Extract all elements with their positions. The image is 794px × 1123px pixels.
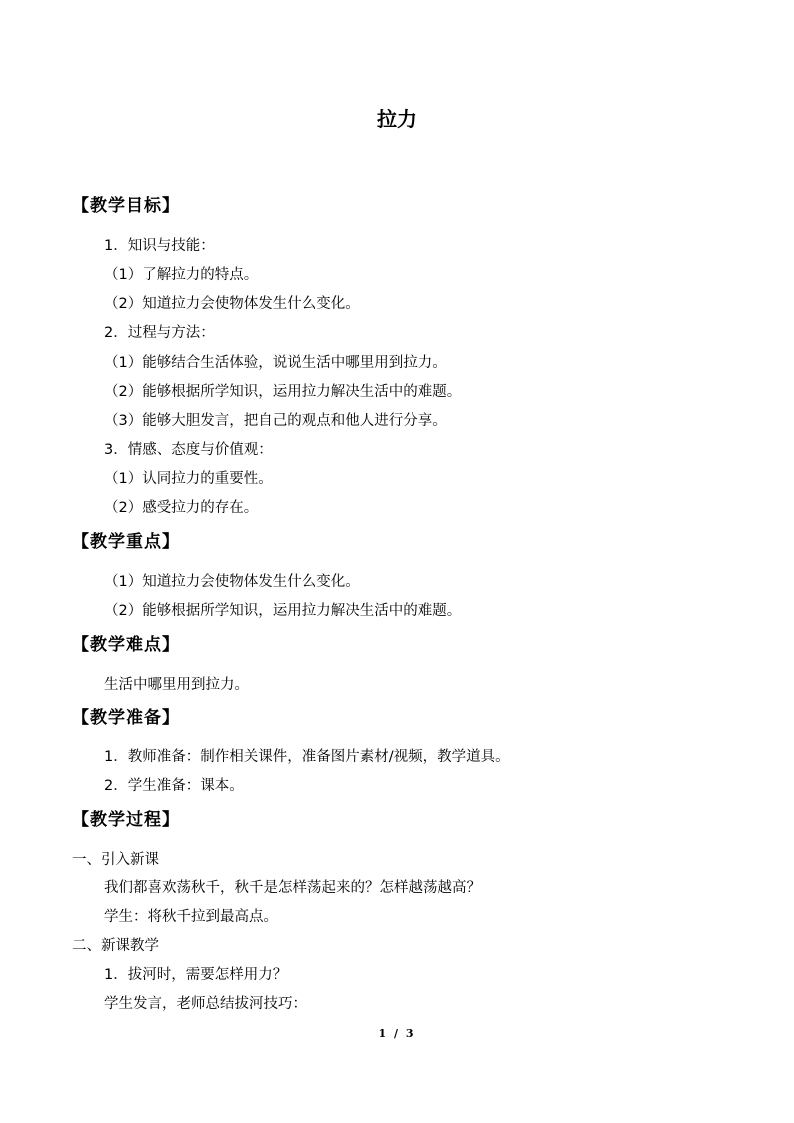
process-line: 我们都喜欢荡秋千，秋千是怎样荡起来的？怎样越荡越高？ [104, 880, 481, 896]
process-line: 学生发言，老师总结拔河技巧： [104, 996, 307, 1012]
process-line: 一、引入新课 [72, 852, 159, 868]
section-heading-difficulties: 【教学难点】 [72, 635, 180, 655]
goals-line: 1．知识与技能： [104, 238, 215, 254]
page-number: 1 / 3 [378, 1027, 416, 1040]
section-heading-process: 【教学过程】 [72, 810, 180, 830]
goals-line: 3．情感、态度与价值观： [104, 442, 273, 458]
goals-line: （1）认同拉力的重要性。 [104, 471, 273, 487]
goals-line: （1）了解拉力的特点。 [104, 267, 259, 283]
process-line: 学生：将秋千拉到最高点。 [104, 909, 278, 925]
section-heading-preparation: 【教学准备】 [72, 708, 180, 728]
key-points-line: （2）能够根据所学知识，运用拉力解决生活中的难题。 [104, 603, 462, 619]
document-title: 拉力 [377, 107, 417, 131]
goals-line: （2）感受拉力的存在。 [104, 500, 259, 516]
preparation-line: 2．学生准备：课本。 [104, 778, 244, 794]
process-line: 1．拔河时，需要怎样用力？ [104, 967, 288, 983]
difficulties-line: 生活中哪里用到拉力。 [104, 677, 249, 693]
preparation-line: 1．教师准备：制作相关课件，准备图片素材/视频，教学道具。 [104, 749, 510, 765]
goals-line: （2）能够根据所学知识，运用拉力解决生活中的难题。 [104, 384, 462, 400]
goals-line: （1）能够结合生活体验，说说生活中哪里用到拉力。 [104, 355, 447, 371]
section-heading-key-points: 【教学重点】 [72, 532, 180, 552]
process-line: 二、新课教学 [72, 938, 159, 954]
key-points-line: （1）知道拉力会使物体发生什么变化。 [104, 574, 360, 590]
goals-line: （3）能够大胆发言，把自己的观点和他人进行分享。 [104, 413, 447, 429]
goals-line: 2．过程与方法： [104, 325, 215, 341]
goals-line: （2）知道拉力会使物体发生什么变化。 [104, 296, 360, 312]
section-heading-goals: 【教学目标】 [72, 196, 180, 216]
